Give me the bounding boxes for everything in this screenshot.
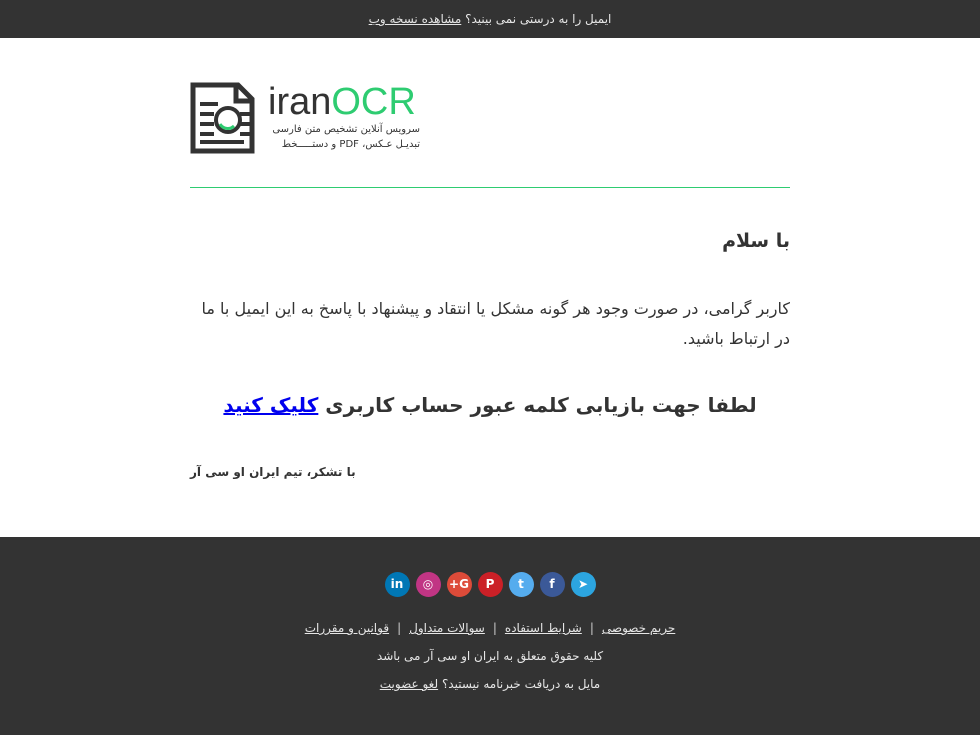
faq-link[interactable]: سوالات متداول bbox=[409, 621, 485, 635]
logo-text bbox=[268, 82, 430, 152]
telegram-icon[interactable]: ➤ bbox=[571, 572, 596, 597]
document-scan-icon bbox=[190, 82, 266, 154]
pinterest-icon[interactable]: P bbox=[478, 572, 503, 597]
unsubscribe-row bbox=[0, 677, 980, 691]
iranocr-logo bbox=[190, 82, 430, 156]
brand-ocr: OCR bbox=[331, 81, 416, 123]
link-separator: | bbox=[589, 621, 594, 635]
tagline-line-1: سرویس آنلاین تشخیص متن فارسی bbox=[272, 124, 420, 135]
view-web-version-link[interactable]: مشاهده نسخه وب bbox=[368, 12, 462, 26]
twitter-icon[interactable]: t bbox=[509, 572, 534, 597]
footer-links bbox=[0, 621, 980, 635]
reset-password-cta bbox=[190, 393, 790, 417]
unsubscribe-link[interactable]: لغو عضویت bbox=[379, 677, 439, 691]
link-separator: | bbox=[397, 621, 402, 635]
header-divider bbox=[190, 187, 790, 188]
greeting: با سلام bbox=[722, 230, 790, 252]
cta-text: لطفا جهت بازیابی کلمه عبور حساب کاربری bbox=[325, 393, 757, 417]
instagram-icon[interactable]: ◎ bbox=[416, 572, 441, 597]
social-icons bbox=[0, 572, 980, 597]
unsubscribe-text: مایل به دریافت خبرنامه نیستید؟ bbox=[441, 677, 601, 691]
rules-link[interactable]: قوانین و مقررات bbox=[304, 621, 390, 635]
email-content bbox=[190, 38, 790, 537]
top-notice-bar bbox=[0, 0, 980, 38]
top-notice-text: ایمیل را به درستی نمی بینید؟ bbox=[465, 12, 612, 26]
facebook-icon[interactable]: f bbox=[540, 572, 565, 597]
link-separator: | bbox=[492, 621, 497, 635]
privacy-link[interactable]: حریم خصوصی bbox=[601, 621, 676, 635]
body-paragraph: کاربر گرامی، در صورت وجود هر گونه مشکل یا انتقاد و پیشنهاد با پاسخ به این ایمیل با ما در ارتباط باشید. bbox=[201, 299, 790, 348]
brand-name bbox=[268, 82, 430, 122]
click-here-link[interactable]: کلیک کنید bbox=[223, 393, 319, 417]
footer bbox=[0, 537, 980, 735]
signature: با تشکر، تیم ایران او سی آر bbox=[190, 465, 356, 479]
linkedin-icon[interactable]: in bbox=[385, 572, 410, 597]
brand-iran: iran bbox=[268, 81, 332, 123]
tagline-line-2: تبدیـل عـکس، PDF و دستـــــخط bbox=[281, 139, 420, 150]
google-plus-icon[interactable]: G+ bbox=[447, 572, 472, 597]
terms-link[interactable]: شرایط استفاده bbox=[504, 621, 582, 635]
copyright-text: کلیه حقوق متعلق به ایران او سی آر می باشد bbox=[376, 649, 604, 663]
